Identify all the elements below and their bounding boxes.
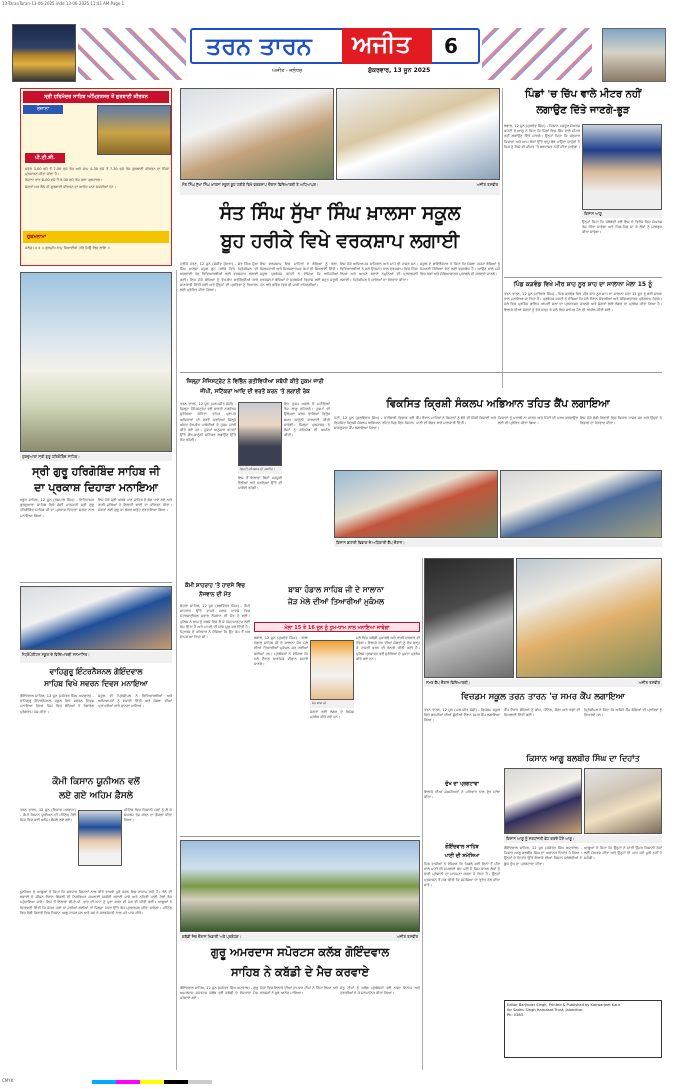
jod-mela-banner-text: ਮੇਲਾ 15 ਤੇ 16 ਜੂਨ ਨੂੰ ਧੂਮ-ਧਾਮ ਨਾਲ ਮਨਾਇਆ ਜਾਵੇਗਾ [284,625,390,631]
kirtan-footer-text: ਹੁਕਮਨਾਮਾ [27,234,47,240]
kirtan-header-text: ਸ੍ਰੀ ਹਰਿਮੰਦਰ ਸਾਹਿਬ ਅੰਮ੍ਰਿਤਸਰ ਤੋਂ ਗੁਰਬਾਣੀ ਕੀਰਤਨ [44,94,148,100]
jod-mela-body-col-2: ਸੰਗਤਾਂ ਲਈ ਲੰਗਰ ਦੇ ਵਿਸ਼ੇਸ਼ ਪ੍ਰਬੰਧ ਕੀਤੇ ਗਏ ਹਨ। [310,710,354,720]
krishi-body-col-4: ਇਸ ਮੌਕੇ ਵੱਡੀ ਗਿਣਤੀ ਵਿਚ ਕਿਸਾਨ ਹਾਜ਼ਰ ਸਨ ਅਤੇ ਉਨ੍ਹਾਂ ਨੇ ਵਿਭਾਗ ਦਾ ਧੰਨਵਾਦ ਕੀਤਾ। [580,416,662,426]
masthead-pattern-left [78,28,186,80]
camp-photo-1 [424,558,514,678]
meter-body-col-2: ਉਨ੍ਹਾਂ ਕਿਹਾ ਕਿ ਜਥੇਬੰਦੀ ਵਲੋਂ ਇਸ ਦੇ ਵਿਰੋਧ ਵਿਚ ਸੰਘਰਸ਼ ਤੇਜ਼ ਕੀਤਾ ਜਾਵੇਗਾ ਅਤੇ ਪਿੰਡ-ਪਿੰਡ ਜਾ ਕੇ ਲੋਕਾਂ ਨੂੰ ਜਾਗਰੂਕ ਕੀਤਾ ਜਾਵੇਗਾ। [582,220,662,235]
farmer-leader-photo [582,124,662,210]
jod-mela-body-col-3: ਮੇਲੇ ਵਿਚ ਕਬੱਡੀ ਮੁਕਾਬਲੇ ਅਤੇ ਢਾਡੀ ਦਰਬਾਰ ਵੀ ਹੋਵੇਗਾ। ਇਲਾਕੇ ਭਰ ਦੀਆਂ ਸੰਗਤਾਂ ਨੂੰ ਵੱਧ ਚੜ੍ਹ ਕੇ ਹਾਜ਼ਰੀ ਭਰਨ ਦੀ ਬੇਨਤੀ ਕੀਤੀ ਗਈ ਹੈ। ਪੁਲਿਸ ਪ੍ਰਸ਼ਾਸਨ ਵਲੋਂ ਸੁਰੱਖਿਆ ਦੇ ਪੁਖ਼ਤਾ ਪ੍ਰਬੰਧ ਕੀਤੇ ਗਏ ਹਨ। [356,636,420,661]
farmer-photo-2 [584,768,662,834]
workshop-body-col-2: ਇਸ ਵਰਕਸ਼ਾਪ ਵਿਚ ਮਾਹਿਰਾਂ ਨੇ ਬੱਚਿਆਂ ਨੂੰ ਕਲਾ, ਸ਼ਿਲਪਕਾਰੀ ਅਤੇ ਸਿਰਜਣਾਤਮਕ ਕੰਮਾਂ ਦੀ ਸਿਖਲਾਈ ਦਿੱਤੀ। ਸਕੂਲ ਪ੍ਰਬੰਧਕ ਕਮੇਟੀ ਨੇ ਦੱਸਿਆ ਕਿ ਅਜਿਹੀਆਂ ਵਰਕਸ਼ਾਪਾਂ ਬੱਚਿਆਂ ਦੇ ਸਰਬਪੱਖੀ ਵਿਕਾਸ ਲਈ ਬਹੁਤ ਜ਼ਰੂਰੀ ਹਨ ਅਤੇ ਭਵਿੱਖ ਵਿਚ ਵੀ ਜਾਰੀ ਰਹਿਣਗੀਆਂ। [260,262,338,287]
date-line: ਸ਼ੁੱਕਰਵਾਰ, 13 ਜੂਨ 2025 [368,67,431,74]
golden-temple-small-photo [97,105,171,155]
camp-caption-text: ਸਮਰ ਕੈਂਪ ਦੌਰਾਨ ਵਿਦਿਆਰਥੀ। [426,680,471,685]
workshop-headline-1: ਸੰਤ ਸਿੰਘ ਸੁੱਖਾ ਸਿੰਘ ਖ਼ਾਲਸਾ ਸਕੂਲ [219,202,461,224]
camp-caption [424,679,662,687]
farmer-caption: ਕਿਸਾਨ ਆਗੂ ਨੂੰ ਸ਼ਰਧਾਂਜਲੀ ਭੇਟ ਕਰਦੇ ਹੋਏ ਆਗੂ। [504,835,662,843]
water-label: ਪਾਣੀ ਦੀ ਸਮੱਸਿਆ [444,853,480,859]
flex-headline-1: ਵਾਹਿਗੁਰੂ ਇੰਟਰਨੈਸ਼ਨਲ ਗੋਇੰਦਵਾਲ [49,667,143,676]
workshop-photo-1 [180,88,334,180]
highway-headline-1: ਕੌਮੀ ਸ਼ਾਹਰਾਹ 'ਤੇ ਹਾਦਸੇ ਵਿਚ [184,583,246,589]
krishi-headline: ਵਿਕਸਿਤ ਕ੍ਰਿਸ਼ੀ ਸੰਕਲਪ ਅਭਿਆਨ ਤਹਿਤ ਕੈਂਪ ਲਗਾਇਆ [386,398,610,410]
saint-photo [310,640,354,700]
jod-mela-headline-1: ਬਾਬਾ ਹੰਡਾਲ ਸਾਹਿਬ ਜੀ ਦੇ ਸਾਲਾਨਾ [288,585,384,594]
krishi-caption: ਕਿਸਾਨ ਭਲਾਈ ਵਿਭਾਗ ਦੇ ਅਧਿਕਾਰੀ ਕੈਂਪ ਦੌਰਾਨ। [334,539,662,547]
kabaddi-caption [180,933,420,941]
workshop-caption [180,181,500,195]
meter-headline-1: ਪਿੰਡਾਂ 'ਚ ਚਿੱਪ ਵਾਲੇ ਮੀਟਰ ਨਹੀਂ [524,89,642,100]
divider-h-3 [180,836,420,837]
meter-body-col-1: ਝਬਾਲ, 12 ਜੂਨ (ਸੁਖਦੇਵ ਸਿੰਘ) - ਕਿਸਾਨ ਮਜ਼ਦੂਰ ਸੰਘਰਸ਼ ਕਮੇਟੀ ਦੇ ਆਗੂ ਨੇ ਕਿਹਾ ਕਿ ਪਿੰਡਾਂ ਵਿਚ ਚਿੱਪ ਵਾਲੇ ਮੀਟਰ ਨਹੀਂ ਲਗਾਉਣ ਦਿੱਤੇ ਜਾਣਗੇ। ਉਨ੍ਹਾਂ ਕਿਹਾ ਕਿ ਸਰਕਾਰ ਕਿਸਾਨਾਂ ਅਤੇ ਆਮ ਲੋਕਾਂ ਉੱਤੇ ਵਾਧੂ ਬੋਝ ਪਾਉਣਾ ਚਾਹੁੰਦੀ ਹੈ ਜਿਸ ਨੂੰ ਕਿਸੇ ਵੀ ਕੀਮਤ 'ਤੇ ਬਰਦਾਸ਼ਤ ਨਹੀਂ ਕੀਤਾ ਜਾਵੇਗਾ। [504,124,580,149]
kabaddi-body-col-2: ਮੈਚਾਂ ਵਿਚ ਇਲਾਕੇ ਦੀਆਂ ਨਾਮਵਰ ਟੀਮਾਂ ਨੇ ਹਿੱਸਾ ਲਿਆ ਅਤੇ ਦਰਸ਼ਕਾਂ ਨੇ ਖ਼ੂਬ ਆਨੰਦ ਮਾਣਿਆ। [260,986,338,996]
union-headline-2: ਲਏ ਗਏ ਅਹਿਮ ਫ਼ੈਸਲੇ [59,791,133,801]
kabaddi-headline-2: ਸਾਹਿਬ ਨੇ ਕਬੱਡੀ ਦੇ ਮੈਚ ਕਰਵਾਏ [230,965,370,979]
farmer-body-col-1: ਗੋਇੰਦਵਾਲ ਸਾਹਿਬ, 12 ਜੂਨ (ਸਕੱਤਰ ਸਿੰਘ ਅਟਵਾਲ) - ਕਿਸਾਨ ਆਗੂ ਬਲਬੀਰ ਸਿੰਘ ਦਾ ਅਚਾਨਕ ਦਿਹਾਂਤ ਹੋ ਗਿਆ। ਉਨ੍ਹਾਂ ਦੇ ਦਿਹਾਂਤ ਉੱਤੇ ਇਲਾਕੇ ਦੀਆਂ ਕਿਸਾਨ ਜਥੇਬੰਦੀਆਂ ਨੇ ਡੂੰਘੇ ਦੁੱਖ ਦਾ ਪ੍ਰਗਟਾਵਾ ਕੀਤਾ। [504,846,582,866]
kabaddi-headline-1: ਗੁਰੂ ਅਮਰਦਾਸ ਸਪੋਰਟਸ ਕਲੱਬ ਗੋਇੰਦਵਾਲ [210,945,390,959]
water-body: ਪਿੰਡ ਵਾਸੀਆਂ ਨੇ ਦੱਸਿਆ ਕਿ ਪਿਛਲੇ ਕਈ ਦਿਨਾਂ ਤੋਂ ਪੀਣ ਵਾਲੇ ਪਾਣੀ ਦੀ ਸਪਲਾਈ ਬੰਦ ਪਈ ਹੈ ਜਿਸ ਕਾਰਨ ਲੋਕਾਂ ਨੂੰ ਭਾਰੀ ਪ੍ਰੇਸ਼ਾਨੀ ਦਾ ਸਾਹਮਣਾ ਕਰਨਾ ਪੈ ਰਿਹਾ ਹੈ। ਉਨ੍ਹਾਂ ਪ੍ਰਸ਼ਾਸਨ ਤੋਂ ਮੰਗ ਕੀਤੀ ਕਿ ਸਮੱਸਿਆ ਦਾ ਤੁਰੰਤ ਹੱਲ ਕੀਤਾ ਜਾਵੇ। [424,862,500,887]
hukamnama-text: ਸਲੋਕੁ ਮਃ ੩ ॥ ਗੁਰਮੁਖਿ ਨਾਮੁ ਧਿਆਈਐ ਹਰਿ ਸਿਉ ਲਿਵ ਲਾਇ ॥ [25,246,110,250]
imprint-line-3: Ph: 0183 [507,1013,523,1017]
union-headline-1: ਕੌਮੀ ਕਿਸਾਨ ਯੂਨੀਅਨ ਵਲੋਂ [52,777,140,787]
camp-headline: ਵਿਜ਼ਡਮ ਸਕੂਲ ਤਰਨ ਤਾਰਨ 'ਚ ਸਮਰ ਕੈਂਪ ਲਗਾਇਆ [461,692,625,702]
divider-h-1 [180,372,662,373]
krishi-photo-2 [500,470,662,538]
guru-headline-2: ਦਾ ਪ੍ਰਕਾਸ਼ ਦਿਹਾੜਾ ਮਨਾਇਆ [34,481,158,494]
kirtan-footer [23,231,169,243]
camp-body-col-2: ਕੈਂਪ ਦੌਰਾਨ ਬੱਚਿਆਂ ਨੂੰ ਡਾਂਸ, ਪੇਂਟਿੰਗ, ਯੋਗਾ ਅਤੇ ਖੇਡਾਂ ਦੀ ਸਿਖਲਾਈ ਦਿੱਤੀ ਗਈ। [504,708,580,718]
flex-caption: ਮੈਟ੍ਰੋਪੋਲੀਟਨ ਸਕੂਲ ਦੇ ਵਿਦਿਆਰਥੀ ਸਨਮਾਨਿਤ। [20,651,172,663]
workshop-credit: ਅਜੀਤ ਤਸਵੀਰ [476,182,498,187]
gurdwara-caption: ਗੁਰਦੁਆਰਾ ਸ੍ਰੀ ਗੁਰੂ ਹਰਿਗੋਬਿੰਦ ਸਾਹਿਬ। [20,453,172,461]
imprint-line-2: for Sadhu Singh Hamdard Trust, Jalandhar [507,1008,583,1012]
kabaddi-photo [180,840,420,932]
dc-photo-caption: ਡਿਪਟੀ ਕਮਿਸ਼ਨਰ ਦੀ ਤਸਵੀਰ। [238,466,282,474]
kirtan-header [23,91,169,103]
guru-body-col-1: ਖਡੂਰ ਸਾਹਿਬ, 12 ਜੂਨ (ਰਸ਼ਪਾਲ ਸਿੰਘ) - ਇਤਿਹਾਸਕ ਗੁਰਦੁਆਰਾ ਸਾਹਿਬ ਵਿਖੇ ਛੇਵੀਂ ਪਾਤਸ਼ਾਹੀ ਸ੍ਰੀ ਗੁਰੂ ਹਰਿਗੋਬਿੰਦ ਸਾਹਿਬ ਜੀ ਦਾ ਪ੍ਰਕਾਸ਼ ਦਿਹਾੜਾ ਸ਼ਰਧਾ ਨਾਲ ਮਨਾਇਆ ਗਿਆ। [20,498,94,518]
union-body-col-1: ਤਰਨ ਤਾਰਨ, 12 ਜੂਨ (ਵਿਕਾਸ ਮਰਵਾਹਾ) - ਕੌਮੀ ਕਿਸਾਨ ਯੂਨੀਅਨ ਦੀ ਮੀਟਿੰਗ ਹੋਈ ਜਿਸ ਵਿਚ ਕਈ ਅਹਿਮ ਫ਼ੈਸਲੇ ਲਏ ਗਏ। [20,808,76,823]
krishi-photo-1 [334,470,498,538]
camp-body-col-1: ਤਰਨ ਤਾਰਨ, 12 ਜੂਨ (ਪਰਮਜੀਤ ਜੋਸ਼ੀ) - ਵਿਜ਼ਡਮ ਸਕੂਲ ਵਿਖੇ ਗਰਮੀਆਂ ਦੀਆਂ ਛੁੱਟੀਆਂ ਦੌਰਾਨ ਸਮਰ ਕੈਂਪ ਲਗਾਇਆ ਗਿਆ। [424,708,500,723]
ptc-label-text: ਪੀ.ਟੀ.ਸੀ. [35,155,55,161]
bottom-bar-left: CMYK [2,1078,14,1083]
kirtan-sub [23,105,63,114]
workshop-body-col-1: ਹਰੀਕੇ ਪੱਤਣ, 12 ਜੂਨ (ਸੰਜੀਵ ਕੁੰਦਰਾ) - ਸੰਤ ਸਿੰਘ ਸੁੱਖਾ ਸਿੰਘ ਖ਼ਾਲਸਾ ਸਕੂਲ ਬੂਹ ਹਰੀਕੇ ਵਿਖੇ ਪ੍ਰਿੰਸੀਪਲ ਦੀ ਅਗਵਾਈ ਹੇਠ ਵਿਦਿਆਰਥੀਆਂ ਲਈ ਵਰਕਸ਼ਾਪ ਲਗਾਈ ਗਈ। ਇਸ ਮੌਕੇ ਬੱਚਿਆਂ ਨੂੰ ਵੱਖ-ਵੱਖ ਗਤੀਵਿਧੀਆਂ ਬਾਰੇ ਜਾਣਕਾਰੀ ਦਿੱਤੀ ਗਈ ਅਤੇ ਉਨ੍ਹਾਂ ਦੀ ਪ੍ਰਤਿਭਾ ਨੂੰ ਨਿਖਾਰਨ ਲਈ ਪ੍ਰੇਰਿਤ ਕੀਤਾ ਗਿਆ। [180,262,258,293]
gurdwara-photo [20,272,172,452]
mela-headline: ਪਿੰਡ ਕੜਵੰਡ ਵਿਖੇ ਮੀਰ ਸ਼ਾਹ ਨੂਰ ਸ਼ਾਹ ਦਾ ਸਾਲਾਨਾ ਮੇਲਾ 15 ਨੂੰ [513,281,653,288]
district-headline-1: ਜ਼ਿਲ੍ਹਾ ਮੈਜਿਸਟ੍ਰੇਟ ਨੇ ਵਿਭਿੰਨ ਗਤੀਵਿਧੀਆਂ ਸਬੰਧੀ ਕੀਤੇ ਹੁਕਮ ਜਾਰੀ [186,379,324,385]
camp-body-col-3: ਪ੍ਰਿੰਸੀਪਲ ਨੇ ਕਿਹਾ ਕਿ ਅਜਿਹੇ ਕੈਂਪ ਬੱਚਿਆਂ ਦੀ ਪ੍ਰਤਿਭਾ ਨੂੰ ਨਿਖਾਰਦੇ ਹਨ। [584,708,662,718]
masthead-title-right-box [342,28,432,64]
goindwal-section-label: ਗੋਇੰਦਵਾਲ ਸਾਹਿਬ [445,844,479,850]
workshop-photo-2 [336,88,500,180]
union-leader-photo [78,810,122,866]
district-body-col-2: ਇਸ ਤੋਂ ਇਲਾਵਾ ਬਿਨਾਂ ਮਨਜ਼ੂਰੀ ਰੈਲੀਆਂ ਅਤੇ ਧਰਨਿਆਂ ਉੱਤੇ ਵੀ ਪਾਬੰਦੀ ਰਹੇਗੀ। [238,476,282,491]
divider-h-2 [20,582,172,583]
flex-headline-2: ਸਾਹਿਬ ਵਿਖੇ ਸਵਰਨ ਦਿਵਸ ਮਨਾਇਆ [44,679,148,688]
workshop-body-col-3: ਇਸ ਮੌਕੇ ਅਧਿਆਪਕ ਸਾਹਿਬਾਨ ਅਤੇ ਮਾਪੇ ਵੀ ਹਾਜ਼ਰ ਸਨ। ਵਿਦਿਆਰਥੀਆਂ ਨੇ ਬੜੇ ਉਤਸ਼ਾਹ ਨਾਲ ਵਰਕਸ਼ਾਪ ਵਿਚ ਹਿੱਸਾ ਲਿਆ ਅਤੇ ਆਪਣੇ ਬਣਾਏ ਨਮੂਨਿਆਂ ਦੀ ਪ੍ਰਦਰਸ਼ਨੀ ਲਗਾਈ। ਪ੍ਰਿੰਸੀਪਲ ਨੇ ਸਾਰਿਆਂ ਦਾ ਧੰਨਵਾਦ ਕੀਤਾ। [340,262,418,282]
krishi-body-col-1: ਪੱਟੀ, 12 ਜੂਨ (ਕੁਲਵਿੰਦਰ ਸਿੰਘ) - ਖੇਤੀਬਾੜੀ ਵਿਭਾਗ ਵਲੋਂ ਵਿਕਸਿਤ ਕ੍ਰਿਸ਼ੀ ਸੰਕਲਪ ਅਭਿਆਨ ਤਹਿਤ ਪਿੰਡ ਵਿਖੇ ਕਿਸਾਨ ਜਾਗਰੂਕਤਾ ਕੈਂਪ ਲਗਾਇਆ ਗਿਆ। [334,416,414,431]
edition-label: ਅਜੀਤ - ਜਲੰਧਰ [272,68,303,74]
district-headline-2: ਜੀਪੀ, ਸਟਿੱਕਰਾਂ ਆਦਿ ਦੀ ਵਰਤੋਂ ਕਰਨ 'ਤੇ ਲਗਾਈ ਰੋਕ [200,389,310,395]
guru-headline-1: ਸ੍ਰੀ ਗੁਰੂ ਹਰਿਗੋਬਿੰਦ ਸਾਹਿਬ ਜੀ [32,465,160,478]
ptc-label [25,153,65,163]
flex-photo [20,586,172,650]
krishi-body-col-3: ਕਿਸਾਨਾਂ ਨੂੰ ਪਰਾਲੀ ਨਾ ਸਾੜਨ ਅਤੇ ਮਿੱਟੀ ਦੀ ਪਰਖ ਕਰਵਾਉਣ ਲਈ ਵੀ ਪ੍ਰੇਰਿਤ ਕੀਤਾ ਗਿਆ। [498,416,578,426]
mela-body: ਤਰਨ ਤਾਰਨ, 12 ਜੂਨ (ਹਰਿੰਦਰ ਸਿੰਘ) - ਪਿੰਡ ਕੜਵੰਡ ਵਿਖੇ ਮੀਰ ਸ਼ਾਹ ਨੂਰ ਸ਼ਾਹ ਦਾ ਸਾਲਾਨਾ ਮੇਲਾ 15 ਜੂਨ ਨੂੰ ਬੜੀ ਸ਼ਰਧਾ ਨਾਲ ਮਨਾਇਆ ਜਾ ਰਿਹਾ ਹੈ। ਪ੍ਰਬੰਧਕ ਕਮੇਟੀ ਨੇ ਦੱਸਿਆ ਕਿ ਮੇਲੇ ਦੌਰਾਨ ਕੱਵਾਲੀਆਂ ਅਤੇ ਸੱਭਿਆਚਾਰਕ ਪ੍ਰੋਗਰਾਮ ਹੋਣਗੇ। ਮੇਲੇ ਵਿਚ ਪ੍ਰਸਿੱਧ ਗਾਇਕ ਆਪਣੀ ਕਲਾ ਦਾ ਪ੍ਰਦਰਸ਼ਨ ਕਰਨਗੇ ਅਤੇ ਸੰਗਤਾਂ ਲਈ ਲੰਗਰ ਦਾ ਪ੍ਰਬੰਧ ਕੀਤਾ ਗਿਆ ਹੈ। ਇਲਾਕੇ ਦੀਆਂ ਸੰਗਤਾਂ ਨੂੰ ਵੱਧ ਚੜ੍ਹ ਕੇ ਮੇਲੇ ਵਿਚ ਸ਼ਾਮਿਲ ਹੋਣ ਦੀ ਅਪੀਲ ਕੀਤੀ ਗਈ। [504,292,662,312]
building-header-photo [602,28,666,82]
district-body-col-3: ਇਹ ਹੁਕਮ ਅਗਲੇ ਦੋ ਮਹੀਨਿਆਂ ਤੱਕ ਲਾਗੂ ਰਹਿਣਗੇ। ਹੁਕਮਾਂ ਦੀ ਉਲੰਘਣਾ ਕਰਨ ਵਾਲਿਆਂ ਵਿਰੁੱਧ ਸਖ਼ਤ ਕਾਨੂੰਨੀ ਕਾਰਵਾਈ ਕੀਤੀ ਜਾਵੇਗੀ। ਜ਼ਿਲ੍ਹਾ ਪ੍ਰਸ਼ਾਸਨ ਨੇ ਲੋਕਾਂ ਨੂੰ ਸਹਿਯੋਗ ਦੀ ਅਪੀਲ ਕੀਤੀ। [284,402,330,438]
divider-v-2 [502,88,503,388]
divider-mela [504,277,662,278]
file-info-bar [2,1,675,8]
farmer-leader-caption: ਕਿਸਾਨ ਆਗੂ [582,210,662,218]
grief-label: ਦੁੱਖ ਦਾ ਪ੍ਰਗਟਾਵਾ [445,781,479,787]
farmer-photo-1 [504,768,582,834]
district-body-col-1: ਤਰਨ ਤਾਰਨ, 12 ਜੂਨ (ਪਰਮਜੀਤ ਜੋਸ਼ੀ) - ਜ਼ਿਲ੍ਹਾ ਮੈਜਿਸਟ੍ਰੇਟ ਵਲੋਂ ਭਾਰਤੀ ਨਾਗਰਿਕ ਸੁਰੱਖਿਆ ਸੰਹਿਤਾ ਤਹਿਤ ਪ੍ਰਾਪਤ ਅਧਿਕਾਰਾਂ ਦੀ ਵਰਤੋਂ ਕਰਦਿਆਂ ਜ਼ਿਲ੍ਹੇ ਅੰਦਰ ਵੱਖ-ਵੱਖ ਪਾਬੰਦੀਆਂ ਦੇ ਹੁਕਮ ਜਾਰੀ ਕੀਤੇ ਗਏ ਹਨ। ਹੁਕਮਾਂ ਅਨੁਸਾਰ ਵਾਹਨਾਂ ਉੱਤੇ ਗ਼ੈਰ-ਕਾਨੂੰਨੀ ਸਟਿੱਕਰ ਲਗਾਉਣ ਉੱਤੇ ਰੋਕ ਰਹੇਗੀ। [180,402,236,443]
jod-mela-body-col-1: ਝਬਾਲ, 12 ਜੂਨ (ਸੁਖਦੇਵ ਸਿੰਘ) - ਬਾਬਾ ਹੰਡਾਲ ਸਾਹਿਬ ਜੀ ਦੇ ਸਾਲਾਨਾ ਜੋੜ ਮੇਲੇ ਦੀਆਂ ਤਿਆਰੀਆਂ ਮੁਕੰਮਲ ਕਰ ਲਈਆਂ ਗਈਆਂ ਹਨ। ਪ੍ਰਬੰਧਕਾਂ ਨੇ ਦੱਸਿਆ ਕਿ ਮੇਲੇ ਦੌਰਾਨ ਧਾਰਮਿਕ ਦੀਵਾਨ ਸਜਾਏ ਜਾਣਗੇ। [254,636,308,667]
masthead-title-left: ਤਰਨ ਤਾਰਨ [206,32,312,60]
highway-body: ਚੋਹਲਾ ਸਾਹਿਬ, 12 ਜੂਨ (ਬਲਵਿੰਦਰ ਸਿੰਘ) - ਕੌਮੀ ਸ਼ਾਹਰਾਹ ਉੱਤੇ ਵਾਪਰੇ ਸੜਕ ਹਾਦਸੇ ਵਿਚ ਮੋਟਰਸਾਈਕਲ ਸਵਾਰ ਨੌਜਵਾਨ ਦੀ ਮੌਤ ਹੋ ਗਈ। ਪੁਲਿਸ ਨੇ ਲਾਸ਼ ਨੂੰ ਕਬਜ਼ੇ ਵਿਚ ਲੈ ਕੇ ਪੋਸਟਮਾਰਟਮ ਲਈ ਭੇਜ ਦਿੱਤਾ ਹੈ ਅਤੇ ਮਾਮਲੇ ਦੀ ਜਾਂਚ ਸ਼ੁਰੂ ਕਰ ਦਿੱਤੀ ਹੈ। ਮ੍ਰਿਤਕ ਦੇ ਪਰਿਵਾਰ ਨੇ ਦੱਸਿਆ ਕਿ ਉਹ ਕੰਮ ਤੋਂ ਘਰ ਵਾਪਸ ਆ ਰਿਹਾ ਸੀ। [180,604,250,640]
krishi-body-col-2: ਕੈਂਪ ਦੌਰਾਨ ਮਾਹਿਰਾਂ ਨੇ ਕਿਸਾਨਾਂ ਨੂੰ ਝੋਨੇ ਦੀ ਸਿੱਧੀ ਬਿਜਾਈ ਅਤੇ ਪਾਣੀ ਦੀ ਬੱਚਤ ਬਾਰੇ ਜਾਣਕਾਰੀ ਦਿੱਤੀ। [416,416,496,426]
file-info: 13-TaranTaran-13-06-2025.indd 13-06-2025 11:41 AM Page 1 [2,1,125,6]
grief-body: ਇਲਾਕੇ ਦੀਆਂ ਸ਼ਖ਼ਸੀਅਤਾਂ ਨੇ ਪਰਿਵਾਰ ਨਾਲ ਦੁੱਖ ਸਾਂਝਾ ਕੀਤਾ। [424,790,500,800]
imprint-box [504,1000,662,1058]
farmer-headline-text: ਕਿਸਾਨ ਆਗੂ ਬਲਬੀਰ ਸਿੰਘ ਦਾ ਦਿਹਾਂਤ [526,754,640,763]
flex-body-col-1: ਗੋਇੰਦਵਾਲ ਸਾਹਿਬ, 12 ਜੂਨ (ਸਕੱਤਰ ਸਿੰਘ ਅਟਵਾਲ) - ਵਾਹਿਗੁਰੂ ਇੰਟਰਨੈਸ਼ਨਲ ਸਕੂਲ ਵਿਖੇ ਸਵਰਨ ਦਿਵਸ ਮਨਾਇਆ ਗਿਆ ਜਿਸ ਵਿਚ ਬੱਚਿਆਂ ਨੇ ਰੰਗਾਰੰਗ ਪ੍ਰੋਗਰਾਮ ਪੇਸ਼ ਕੀਤਾ। [20,694,94,714]
masthead-pattern-right [482,28,592,80]
farmer-headline-display [504,752,662,766]
jod-mela-banner [254,622,420,632]
color-strip [92,1080,212,1084]
kabaddi-caption-text: ਕਬੱਡੀ ਮੈਚ ਦੌਰਾਨ ਖਿਡਾਰੀ ਅਤੇ ਪ੍ਰਬੰਧਕ। [182,934,242,939]
jod-mela-headline-2: ਜੋੜ ਮੇਲੇ ਦੀਆਂ ਤਿਆਰੀਆਂ ਮੁਕੰਮਲ [287,597,385,606]
kirtan-sub-text: ਰੋਜ਼ਾਨਾ [36,106,50,112]
divider-v-3 [422,558,423,1070]
divider-v-1 [176,270,177,1070]
page-number: 6 [444,34,458,58]
camp-photo-2 [516,558,662,678]
flex-body-col-2: ਸਕੂਲ ਦੀ ਪ੍ਰਿੰਸੀਪਲ ਨੇ ਵਿਦਿਆਰਥੀਆਂ ਅਤੇ ਅਧਿਆਪਕਾਂ ਨੂੰ ਵਧਾਈ ਦਿੱਤੀ ਅਤੇ ਸੰਸਥਾ ਦੀਆਂ ਪ੍ਰਾਪਤੀਆਂ ਬਾਰੇ ਚਾਨਣਾ ਪਾਇਆ। [98,694,172,709]
kabaddi-body-col-3: ਜੇਤੂ ਟੀਮਾਂ ਨੂੰ ਕਲੱਬ ਪ੍ਰਬੰਧਕਾਂ ਵਲੋਂ ਨਕਦ ਇਨਾਮ ਅਤੇ ਟਰਾਫ਼ੀਆਂ ਦੇ ਕੇ ਸਨਮਾਨਿਤ ਕੀਤਾ ਗਿਆ। [340,986,420,996]
workshop-body-col-4: ਸਕੂਲ ਦੇ ਡਾਇਰੈਕਟਰ ਨੇ ਕਿਹਾ ਕਿ ਸੰਸਥਾ ਹਮੇਸ਼ਾ ਬੱਚਿਆਂ ਨੂੰ ਮਿਆਰੀ ਸਿੱਖਿਆ ਦੇਣ ਲਈ ਵਚਨਬੱਧ ਹੈ। ਆਉਣ ਵਾਲੇ ਸਮੇਂ ਵਿਚ ਖੇਡਾਂ ਅਤੇ ਸੱਭਿਆਚਾਰਕ ਮੁਕਾਬਲੇ ਵੀ ਕਰਵਾਏ ਜਾਣਗੇ। [420,262,500,277]
masthead [12,10,666,82]
imprint-line-1: Editor Barjinder Singh, Printed & Published by Kanwarjeet Kaur [507,1003,621,1007]
masthead-title-right: ਅਜੀਤ [352,30,411,58]
highway-headline-2: ਨੌਜਵਾਨ ਦੀ ਮੌਤ [199,592,231,598]
farmer-body-col-2: ਆਗੂਆਂ ਨੇ ਕਿਹਾ ਕਿ ਉਨ੍ਹਾਂ ਨੇ ਸਾਰੀ ਉਮਰ ਕਿਸਾਨੀ ਹੱਕਾਂ ਲਈ ਸੰਘਰਸ਼ ਕੀਤਾ ਅਤੇ ਉਨ੍ਹਾਂ ਦੀ ਘਾਟ ਕਦੇ ਪੂਰੀ ਨਹੀਂ ਹੋ ਸਕੇਗੀ। [584,846,662,861]
kabaddi-credit: ਅਜੀਤ ਤਸਵੀਰ [396,934,418,939]
camp-credit: ਅਜੀਤ ਤਸਵੀਰ [638,680,660,685]
workshop-caption-text: ਸੰਤ ਸਿੰਘ ਸੁੱਖਾ ਸਿੰਘ ਖ਼ਾਲਸਾ ਸਕੂਲ ਬੂਹ ਹਰੀਕੇ ਵਿਖੇ ਵਰਕਸ਼ਾਪ ਦੌਰਾਨ ਵਿਦਿਆਰਥੀ ਤੇ ਅਧਿਆਪਕ। [182,182,319,187]
meter-headline-2: ਲਗਾਉਣ ਦਿੱਤੇ ਜਾਣਗੇ-ਭੂੜ [536,105,630,116]
kabaddi-body-col-1: ਗੋਇੰਦਵਾਲ ਸਾਹਿਬ, 12 ਜੂਨ (ਸਕੱਤਰ ਸਿੰਘ ਅਟਵਾਲ) - ਗੁਰੂ ਅਮਰਦਾਸ ਸਪੋਰਟਸ ਕਲੱਬ ਵਲੋਂ ਕਬੱਡੀ ਦੇ ਦੋਸਤਾਨਾ ਮੈਚ ਕਰਵਾਏ ਗਏ। [180,986,258,1001]
union-body-col-2: ਮੀਟਿੰਗ ਵਿਚ ਕਿਸਾਨੀ ਮੰਗਾਂ ਨੂੰ ਲੈ ਕੇ ਸੰਘਰਸ਼ ਤੇਜ਼ ਕਰਨ ਦਾ ਫ਼ੈਸਲਾ ਕੀਤਾ ਗਿਆ। [124,808,172,823]
kirtan-schedule-text: ਸਵੇਰੇ 3.00 ਵਜੇ ਤੋਂ 7.00 ਵਜੇ ਤੱਕ ਅਤੇ ਸ਼ਾਮ 4.30 ਵਜੇ ਤੋਂ 7.30 ਵਜੇ ਤੱਕ ਗੁਰਬਾਣੀ ਕੀਰਤਨ ਦਾ ਸਿੱਧਾ ਪ੍ਰਸਾਰਣ ਕੀਤਾ ਜਾਂਦਾ ਹੈ। ਰੋਜ਼ਾਨਾ ਰਾਤ 8.00 ਵਜੇ ਤੋਂ 9.00 ਵਜੇ ਤੱਕ ਕਥਾ ਪ੍ਰਸਾਰਣ। ਸੰਗਤਾਂ ਘਰ ਬੈਠੇ ਹੀ ਗੁਰਬਾਣੀ ਕੀਰਤਨ ਦਾ ਆਨੰਦ ਮਾਣ ਸਕਦੀਆਂ ਹਨ। [25,167,169,189]
golden-temple-header-photo [12,24,76,82]
guru-body-col-2: ਇਸ ਮੌਕੇ ਸ੍ਰੀ ਅਖੰਡ ਪਾਠ ਸਾਹਿਬ ਦੇ ਭੋਗ ਪਾਏ ਗਏ ਅਤੇ ਰਾਗੀ ਜਥਿਆਂ ਨੇ ਇਲਾਹੀ ਬਾਣੀ ਦਾ ਕੀਰਤਨ ਕੀਤਾ। ਸੰਗਤਾਂ ਲਈ ਗੁਰੂ ਕਾ ਲੰਗਰ ਅਤੁੱਟ ਵਰਤਾਇਆ ਗਿਆ। [98,498,172,513]
saint-caption: ਸੰਤ ਬਾਬਾ ਜੀ [310,700,354,708]
dc-photo [238,402,282,466]
workshop-headline-2: ਬੂਹ ਹਰੀਕੇ ਵਿਖੇ ਵਰਕਸ਼ਾਪ ਲਗਾਈ [220,230,460,252]
bottom-bar [2,1078,675,1087]
masthead-title-box [190,28,480,64]
kirtan-sidebar-box [20,88,172,266]
union-body-bottom: ਯੂਨੀਅਨ ਦੇ ਆਗੂਆਂ ਨੇ ਕਿਹਾ ਕਿ ਸਰਕਾਰ ਕਿਸਾਨਾਂ ਨਾਲ ਕੀਤੇ ਵਾਅਦੇ ਪੂਰੇ ਕਰਨ ਵਿਚ ਨਾਕਾਮ ਰਹੀ ਹੈ। ਝੋਨੇ ਦੀ ਲਵਾਈ ਦੇ ਸੀਜ਼ਨ ਦੌਰਾਨ ਬਿਜਲੀ ਦੀ ਨਿਰਵਿਘਨ ਸਪਲਾਈ ਯਕੀਨੀ ਬਣਾਈ ਜਾਵੇ ਅਤੇ ਨਹਿਰੀ ਪਾਣੀ ਟੇਲਾਂ ਤੱਕ ਪਹੁੰਚਾਇਆ ਜਾਵੇ। ਇਸ ਤੋਂ ਇਲਾਵਾ ਡੀ.ਏ.ਪੀ. ਖਾਦ ਦੀ ਘਾਟ ਨੂੰ ਪੂਰਾ ਕਰਨ ਦੀ ਮੰਗ ਵੀ ਕੀਤੀ ਗਈ। ਆਗੂਆਂ ਨੇ ਚਿਤਾਵਨੀ ਦਿੱਤੀ ਕਿ ਜੇਕਰ ਮੰਗਾਂ ਨਾ ਮੰਨੀਆਂ ਗਈਆਂ ਤਾਂ ਜ਼ਿਲ੍ਹਾ ਪੱਧਰ ਉੱਤੇ ਰੋਸ ਪ੍ਰਦਰਸ਼ਨ ਕੀਤਾ ਜਾਵੇਗਾ। ਮੀਟਿੰਗ ਵਿਚ ਵੱਡੀ ਗਿਣਤੀ ਵਿਚ ਕਿਸਾਨ ਆਗੂ ਹਾਜ਼ਰ ਸਨ ਅਤੇ ਸਭ ਨੇ ਸਰਬਸੰਮਤੀ ਨਾਲ ਮਤੇ ਪਾਸ ਕੀਤੇ। [20,890,172,915]
